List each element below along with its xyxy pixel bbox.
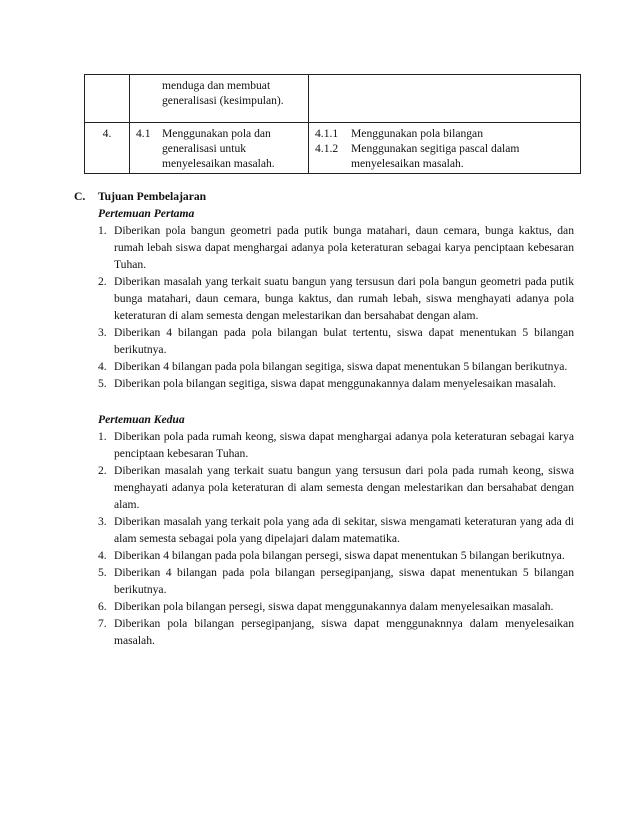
basic-competency-cell xyxy=(130,123,309,174)
meeting-1-objectives xyxy=(74,222,574,392)
competency-table xyxy=(84,74,581,174)
indicator-text: Menggunakan pola bilangan xyxy=(351,127,484,140)
list-item xyxy=(98,222,574,273)
list-item xyxy=(98,547,574,564)
item-number: 3. xyxy=(98,326,107,339)
item-text: Diberikan 4 bilangan pada pola bilangan bulat tertentu, siswa dapat menentukan 5 bilangan berikutnya. xyxy=(114,326,574,356)
item-text: Diberikan pola bilangan persegi, siswa dapat menggunakannya dalam menyelesaikan masalah. xyxy=(114,600,554,613)
item-text: Diberikan pola pada rumah keong, siswa dapat menghargai adanya pola keteraturan sebagai karya penciptaan kebesaran Tuhan. xyxy=(114,430,574,460)
list-item xyxy=(98,375,574,392)
section-letter: C. xyxy=(74,190,86,203)
item-text: Diberikan masalah yang terkait pola yang ada di sekitar, siswa mengamati keteraturan yang ada di alam semesta sebagai pola yang dipelajari dalam matematika. xyxy=(114,515,574,545)
list-item xyxy=(98,324,574,358)
item-number: 7. xyxy=(98,617,107,630)
list-item xyxy=(98,462,574,513)
item-text: Diberikan 4 bilangan pada pola bilangan persegipanjang, siswa dapat menentukan 5 bilangan berikutnya. xyxy=(114,566,574,596)
item-number: 1. xyxy=(98,430,107,443)
indicator-item xyxy=(315,126,574,141)
indicator-number: 4.1.2 xyxy=(315,142,339,155)
list-item xyxy=(98,358,574,375)
list-item xyxy=(98,598,574,615)
indicator-item xyxy=(315,141,574,171)
section-heading xyxy=(74,188,574,205)
item-number: 5. xyxy=(98,377,107,390)
item-number: 2. xyxy=(98,275,107,288)
list-item xyxy=(98,428,574,462)
item-number: 4. xyxy=(98,549,107,562)
meeting-2-title: Pertemuan Kedua xyxy=(98,413,185,426)
item-text: Diberikan 4 bilangan pada pola bilangan segitiga, siswa dapat menentukan 5 bilangan berikutnya. xyxy=(114,360,568,373)
basic-competency-cell xyxy=(130,75,309,123)
indicator-text: Menggunakan segitiga pascal dalam menyelesaikan masalah. xyxy=(351,142,520,170)
item-text: Diberikan masalah yang terkait suatu bangun yang tersusun dari pola pada rumah keong, siswa menghayati adanya pola keteraturan di alam semesta dengan melestarikan dan bersahabat dengan alam. xyxy=(114,464,574,511)
item-text: Diberikan pola bilangan segitiga, siswa dapat menggunakannya dalam menyelesaikan masalah. xyxy=(114,377,557,390)
competency-number: 4.1 xyxy=(136,127,151,140)
spacer xyxy=(74,392,574,409)
item-text: Diberikan 4 bilangan pada pola bilangan persegi, siswa dapat menentukan 5 bilangan berikutnya. xyxy=(114,549,565,562)
basic-competency-text: menduga dan membuat generalisasi (kesimpulan). xyxy=(162,79,284,107)
learning-objectives-section xyxy=(74,188,574,649)
section-title: Tujuan Pembelajaran xyxy=(98,190,207,203)
basic-competency-text: Menggunakan pola dan generalisasi untuk menyelesaikan masalah. xyxy=(162,127,275,170)
row-number-cell: 4. xyxy=(85,123,130,174)
item-text: Diberikan pola bangun geometri pada putik bunga matahari, daun cemara, bunga kaktus, dan rumah lebah siswa dapat menghargai adanya pola keteraturan sebagai karya penciptaan kebesaran Tuhan. xyxy=(114,224,574,271)
row-number-cell xyxy=(85,75,130,123)
meeting-1-title: Pertemuan Pertama xyxy=(98,207,195,220)
meeting-2-objectives xyxy=(74,428,574,649)
list-item xyxy=(98,273,574,324)
item-text: Diberikan pola bilangan persegipanjang, siswa dapat menggunaknnya dalam menyelesaikan masalah. xyxy=(114,617,574,647)
indicator-cell xyxy=(309,123,581,174)
indicator-number: 4.1.1 xyxy=(315,127,339,140)
item-number: 1. xyxy=(98,224,107,237)
indicator-cell xyxy=(309,75,581,123)
item-text: Diberikan masalah yang terkait suatu bangun yang tersusun dari pola bangun geometri pada putik bunga matahari, daun cemara, bunga kaktus, dan rumah lebah, siswa menghayati adanya pola keteraturan di alam semesta dengan melestarikan dan bersahabat dengan alam. xyxy=(114,275,574,322)
item-number: 6. xyxy=(98,600,107,613)
list-item xyxy=(98,615,574,649)
table-row xyxy=(85,123,581,174)
table-row xyxy=(85,75,581,123)
list-item xyxy=(98,513,574,547)
item-number: 5. xyxy=(98,566,107,579)
item-number: 4. xyxy=(98,360,107,373)
item-number: 2. xyxy=(98,464,107,477)
item-number: 3. xyxy=(98,515,107,528)
list-item xyxy=(98,564,574,598)
